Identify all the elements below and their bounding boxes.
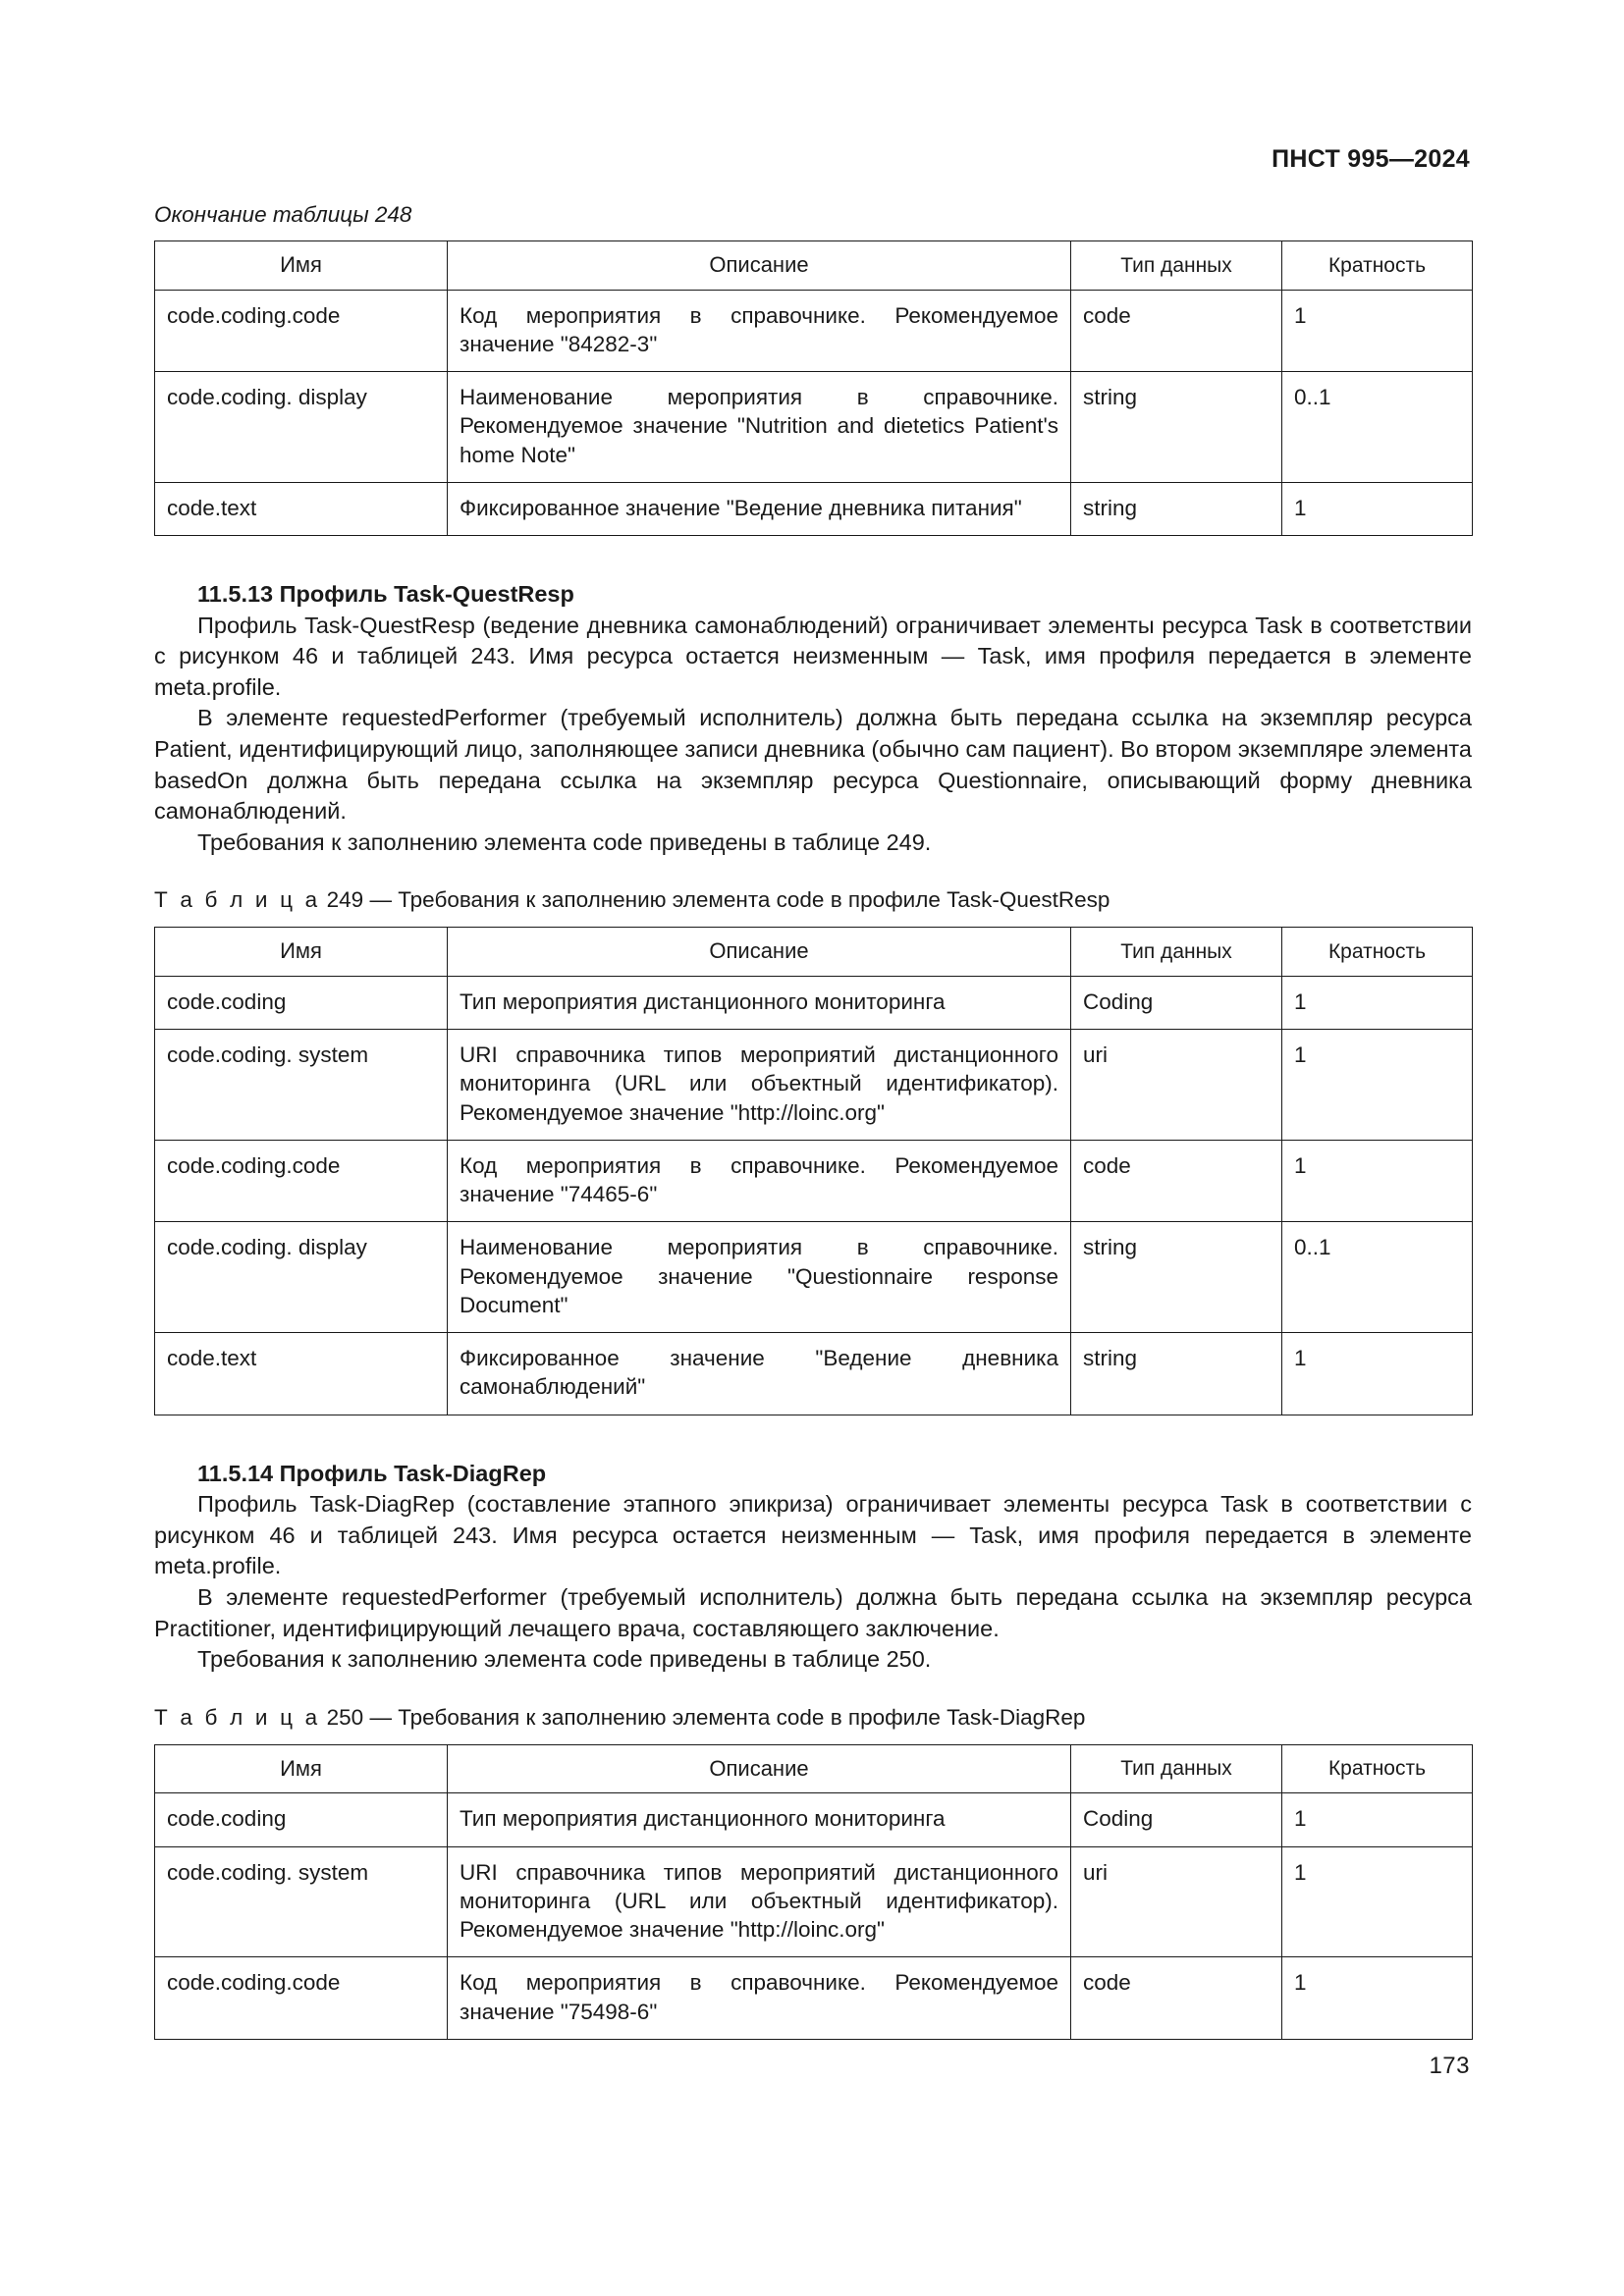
table-249-caption	[154, 887, 1472, 913]
section-11-5-14-paragraph-1: Профиль Task-DiagRep (составление этапного эпикриза) ограничивает элементы ресурса Task в соответствии с рисунком 46 и таблицей 243. Имя ресурса остается неизменным — Task, имя профиля передается в элементе meta.profile.	[154, 1491, 1472, 1579]
cell-cardinality: 1	[1282, 1793, 1473, 1846]
cell-name: code.coding.code	[155, 1140, 448, 1222]
cell-data-type: string	[1071, 1333, 1282, 1415]
table-header-row	[155, 1744, 1473, 1793]
cell-cardinality: 1	[1282, 482, 1473, 535]
column-header-name: Имя	[155, 928, 448, 977]
table-row	[155, 1222, 1473, 1333]
table-row	[155, 1957, 1473, 2040]
column-header-cardinality: Кратность	[1282, 1744, 1473, 1793]
cell-name: code.coding	[155, 976, 448, 1029]
table-248-end	[154, 240, 1473, 536]
cell-name: code.coding. system	[155, 1030, 448, 1141]
table-caption-label: Т а б л и ц а	[154, 1704, 321, 1730]
cell-cardinality: 1	[1282, 1957, 1473, 2040]
cell-cardinality: 1	[1282, 290, 1473, 372]
cell-description: Код мероприятия в справочнике. Рекомендуемое значение "84282-3"	[448, 290, 1071, 372]
table-row	[155, 976, 1473, 1029]
column-header-data-type: Тип данных	[1071, 928, 1282, 977]
table-row	[155, 1030, 1473, 1141]
cell-cardinality: 1	[1282, 1140, 1473, 1222]
section-heading-11-5-13: 11.5.13 Профиль Task-QuestResp	[197, 581, 574, 608]
table-header-row	[155, 928, 1473, 977]
section-11-5-14-paragraph-3: Требования к заполнению элемента code приведены в таблице 250.	[197, 1646, 932, 1673]
cell-cardinality: 0..1	[1282, 372, 1473, 483]
cell-data-type: code	[1071, 290, 1282, 372]
page-number: 173	[1429, 2053, 1470, 2079]
column-header-name: Имя	[155, 1744, 448, 1793]
cell-data-type: uri	[1071, 1030, 1282, 1141]
table-caption-label: Т а б л и ц а	[154, 887, 321, 913]
cell-name: code.coding.code	[155, 290, 448, 372]
cell-data-type: code	[1071, 1140, 1282, 1222]
cell-cardinality: 0..1	[1282, 1222, 1473, 1333]
column-header-name: Имя	[155, 241, 448, 291]
table-caption-text: — Требования к заполнению элемента code в профиле Task-QuestResp	[369, 887, 1110, 913]
cell-description: Тип мероприятия дистанционного мониторинга	[448, 1793, 1071, 1846]
cell-name: code.coding. display	[155, 372, 448, 483]
table-caption-number: 250	[326, 1704, 364, 1730]
cell-cardinality: 1	[1282, 1846, 1473, 1957]
cell-description: URI справочника типов мероприятий дистанционного мониторинга (URL или объектный идентификатор). Рекомендуемое значение "http://loinc.org"	[448, 1030, 1071, 1141]
cell-name: code.coding.code	[155, 1957, 448, 2040]
cell-name: code.coding. display	[155, 1222, 448, 1333]
column-header-description: Описание	[448, 1744, 1071, 1793]
cell-data-type: uri	[1071, 1846, 1282, 1957]
section-11-5-13-paragraph-1: Профиль Task-QuestResp (ведение дневника самонаблюдений) ограничивает элементы ресурса Task в соответствии с рисунком 46 и таблицей 243. Имя ресурса остается неизменным — Task, имя профиля передается в элементе meta.profile.	[154, 612, 1472, 700]
cell-cardinality: 1	[1282, 1030, 1473, 1141]
cell-description: Фиксированное значение "Ведение дневника самонаблюдений"	[448, 1333, 1071, 1415]
cell-description: URI справочника типов мероприятий дистанционного мониторинга (URL или объектный идентификатор). Рекомендуемое значение "http://loinc.org"	[448, 1846, 1071, 1957]
cell-data-type: string	[1071, 1222, 1282, 1333]
cell-name: code.coding	[155, 1793, 448, 1846]
table-row	[155, 1793, 1473, 1846]
table-caption-number: 249	[326, 887, 364, 913]
table-250-caption	[154, 1705, 1472, 1731]
section-heading-11-5-14: 11.5.14 Профиль Task-DiagRep	[197, 1460, 547, 1486]
column-header-cardinality: Кратность	[1282, 241, 1473, 291]
continued-table-caption: Окончание таблицы 248	[154, 202, 412, 227]
column-header-description: Описание	[448, 241, 1071, 291]
table-row	[155, 1846, 1473, 1957]
cell-data-type: string	[1071, 482, 1282, 535]
cell-name: code.coding. system	[155, 1846, 448, 1957]
table-header-row	[155, 241, 1473, 291]
column-header-description: Описание	[448, 928, 1071, 977]
cell-data-type: Coding	[1071, 1793, 1282, 1846]
cell-data-type: code	[1071, 1957, 1282, 2040]
cell-data-type: Coding	[1071, 976, 1282, 1029]
section-11-5-13-paragraph-2: В элементе requestedPerformer (требуемый исполнитель) должна быть передана ссылка на экземпляр ресурса Patient, идентифицирующий лицо, заполняющее записи дневника (обычно сам пациент). Во втором экземпляре элемента basedOn должна быть передана ссылка на экземпляр ресурса Questionnaire, описывающий форму дневника самонаблюдений.	[154, 705, 1472, 825]
table-caption-text: — Требования к заполнению элемента code в профиле Task-DiagRep	[369, 1704, 1086, 1730]
cell-name: code.text	[155, 1333, 448, 1415]
section-11-5-14-paragraph-2: В элементе requestedPerformer (требуемый исполнитель) должна быть передана ссылка на экземпляр ресурса Practitioner, идентифицирующий лечащего врача, составляющего заключение.	[154, 1583, 1472, 1641]
section-11-5-13-paragraph-3: Требования к заполнению элемента code приведены в таблице 249.	[197, 828, 932, 855]
cell-description: Наименование мероприятия в справочнике. Рекомендуемое значение "Nutrition and dietetics Patient's home Note"	[448, 372, 1071, 483]
table-250	[154, 1744, 1473, 2040]
table-row	[155, 1140, 1473, 1222]
cell-data-type: string	[1071, 372, 1282, 483]
cell-description: Код мероприятия в справочнике. Рекомендуемое значение "74465-6"	[448, 1140, 1071, 1222]
table-row	[155, 1333, 1473, 1415]
cell-cardinality: 1	[1282, 1333, 1473, 1415]
cell-name: code.text	[155, 482, 448, 535]
table-row	[155, 290, 1473, 372]
running-head-standard-number: ПНСТ 995—2024	[1272, 145, 1470, 173]
page-content	[154, 0, 1472, 2040]
table-row	[155, 372, 1473, 483]
cell-description: Код мероприятия в справочнике. Рекомендуемое значение "75498-6"	[448, 1957, 1071, 2040]
cell-description: Наименование мероприятия в справочнике. Рекомендуемое значение "Questionnaire response Document"	[448, 1222, 1071, 1333]
column-header-data-type: Тип данных	[1071, 1744, 1282, 1793]
cell-cardinality: 1	[1282, 976, 1473, 1029]
table-row	[155, 482, 1473, 535]
cell-description: Фиксированное значение "Ведение дневника питания"	[448, 482, 1071, 535]
column-header-cardinality: Кратность	[1282, 928, 1473, 977]
table-249	[154, 927, 1473, 1415]
column-header-data-type: Тип данных	[1071, 241, 1282, 291]
cell-description: Тип мероприятия дистанционного мониторинга	[448, 976, 1071, 1029]
